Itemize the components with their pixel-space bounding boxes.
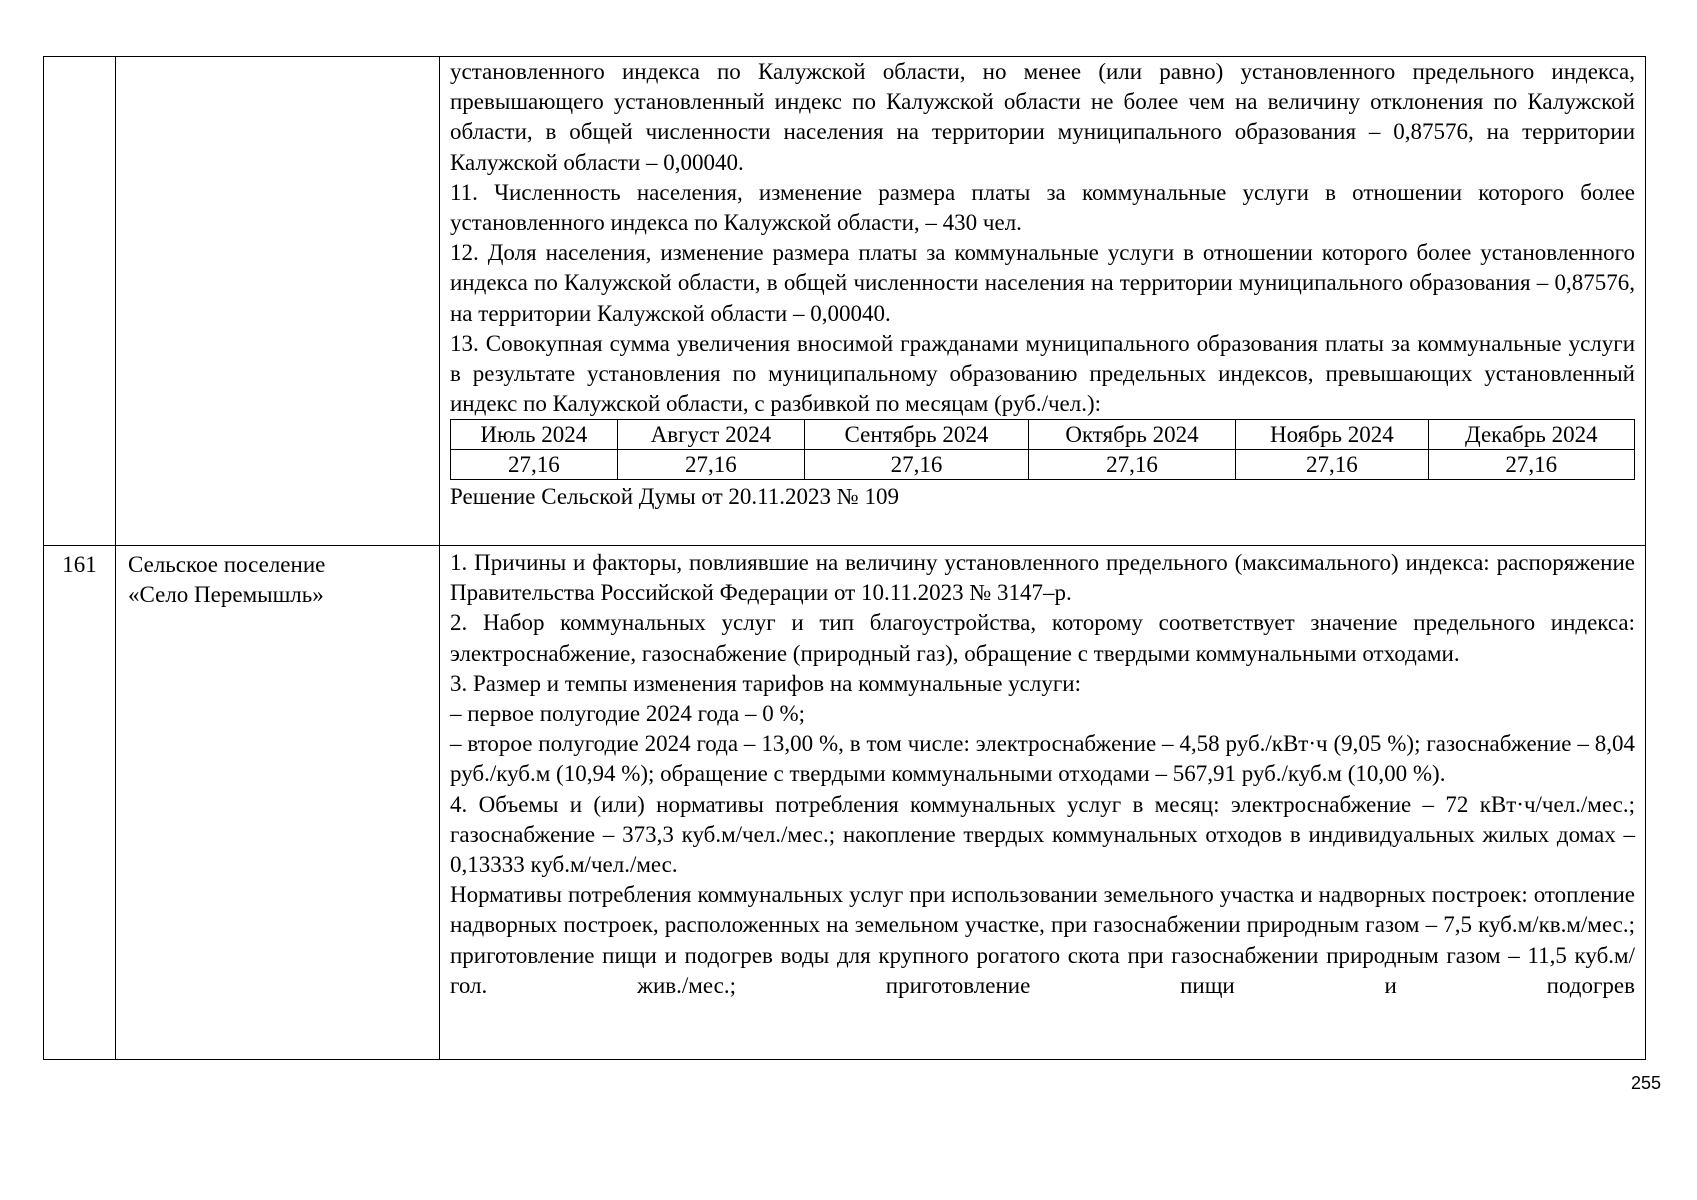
paragraph: Нормативы потребления коммунальных услуг при использовании земельного участка и надворных построек: отопление надворных построек, расположенных на земельном участке, при газоснабжении природным газом – 7,5 куб.м/кв.м/мес.; приготовление пищи и подогрев воды для крупного рогатого скота при газоснабжении природным газом – 11,5 куб.м/гол. жив./мес.; приготовление пищи и подогрев xyxy=(450,882,1635,998)
month-value: 27,16 xyxy=(805,450,1029,480)
row-number-cell: 161 xyxy=(44,546,116,1059)
document-table xyxy=(43,56,1646,1060)
table-row xyxy=(44,57,1645,546)
month-header: Июль 2024 xyxy=(451,420,618,450)
table-row xyxy=(44,546,1645,1059)
row-number-cell xyxy=(44,57,116,545)
page-number: 255 xyxy=(1630,1073,1661,1093)
decision-reference: Решение Сельской Думы от 20.11.2023 № 109 xyxy=(450,484,899,510)
details-cell xyxy=(440,546,1645,1059)
month-value: 27,16 xyxy=(1028,450,1235,480)
month-value: 27,16 xyxy=(451,450,618,480)
paragraph: установленного индекса по Калужской области, но менее (или равно) установленного предельного индекса, превышающего установленный индекс по Калужской области не более чем на величину отклонения по Калужской области, в общей численности населения на территории муниципального образования – 0,87576, на территории Калужской области – 0,00040. xyxy=(450,59,1635,175)
paragraph: 2. Набор коммунальных услуг и тип благоустройства, которому соответствует значение предельного индекса: электроснабжение, газоснабжение (природный газ), обращение с твердыми коммунальными отходами. xyxy=(450,610,1635,666)
month-value: 27,16 xyxy=(617,450,804,480)
municipality-name-line: «Село Перемышль» xyxy=(128,582,324,607)
paragraph: 1. Причины и факторы, повлиявшие на величину установленного предельного (максимального) индекса: распоряжение Правительства Российской Федерации от 10.11.2023 № 3147–р. xyxy=(450,550,1635,606)
paragraph: 4. Объемы и (или) нормативы потребления коммунальных услуг в месяц: электроснабжение – 72 кВт·ч/чел./мес.; газоснабжение – 373,3 куб.м/чел./мес.; накопление твердых коммунальных отходов в индивидуальных жилых домах – 0,13333 куб.м/чел./мес. xyxy=(450,791,1635,878)
month-header-row xyxy=(451,420,1635,450)
month-value-row xyxy=(451,450,1635,480)
paragraph: 13. Совокупная сумма увеличения вносимой гражданами муниципального образования платы за коммунальные услуги в результате установления по муниципальному образованию предельных индексов, превышающих установленный индекс по Калужской области, с разбивкой по месяцам (руб./чел.): xyxy=(450,330,1635,417)
paragraph: 3. Размер и темпы изменения тарифов на коммунальные услуги: xyxy=(450,670,1081,696)
month-header: Декабрь 2024 xyxy=(1428,420,1634,450)
month-header: Август 2024 xyxy=(617,420,804,450)
month-header: Ноябрь 2024 xyxy=(1236,420,1429,450)
municipality-name-cell xyxy=(116,57,440,545)
paragraph: 12. Доля населения, изменение размера платы за коммунальные услуги в отношении которого более установленного индекса по Калужской области, в общей численности населения на территории муниципального образования – 0,87576, на территории Калужской области – 0,00040. xyxy=(450,240,1635,326)
municipality-name-line: Сельское поселение xyxy=(128,552,326,577)
paragraph: – первое полугодие 2024 года – 0 %; xyxy=(450,701,806,727)
paragraph: – второе полугодие 2024 года – 13,00 %, в том числе: электроснабжение – 4,58 руб./кВт·ч (9,05 %); газоснабжение – 8,04 руб./куб.м (10,94 %); обращение с твердыми коммунальными отходами – 567,91 руб./куб.м (10,00 %). xyxy=(450,731,1635,787)
municipality-name-cell xyxy=(116,546,440,1059)
month-value: 27,16 xyxy=(1236,450,1429,480)
month-header: Октябрь 2024 xyxy=(1028,420,1235,450)
month-header: Сентябрь 2024 xyxy=(805,420,1029,450)
monthly-sum-table xyxy=(450,419,1635,480)
paragraph: 11. Численность населения, изменение размера платы за коммунальные услуги в отношении которого более установленного индекса по Калужской области, – 430 чел. xyxy=(450,179,1635,236)
month-value: 27,16 xyxy=(1428,450,1634,480)
details-cell xyxy=(440,57,1645,545)
